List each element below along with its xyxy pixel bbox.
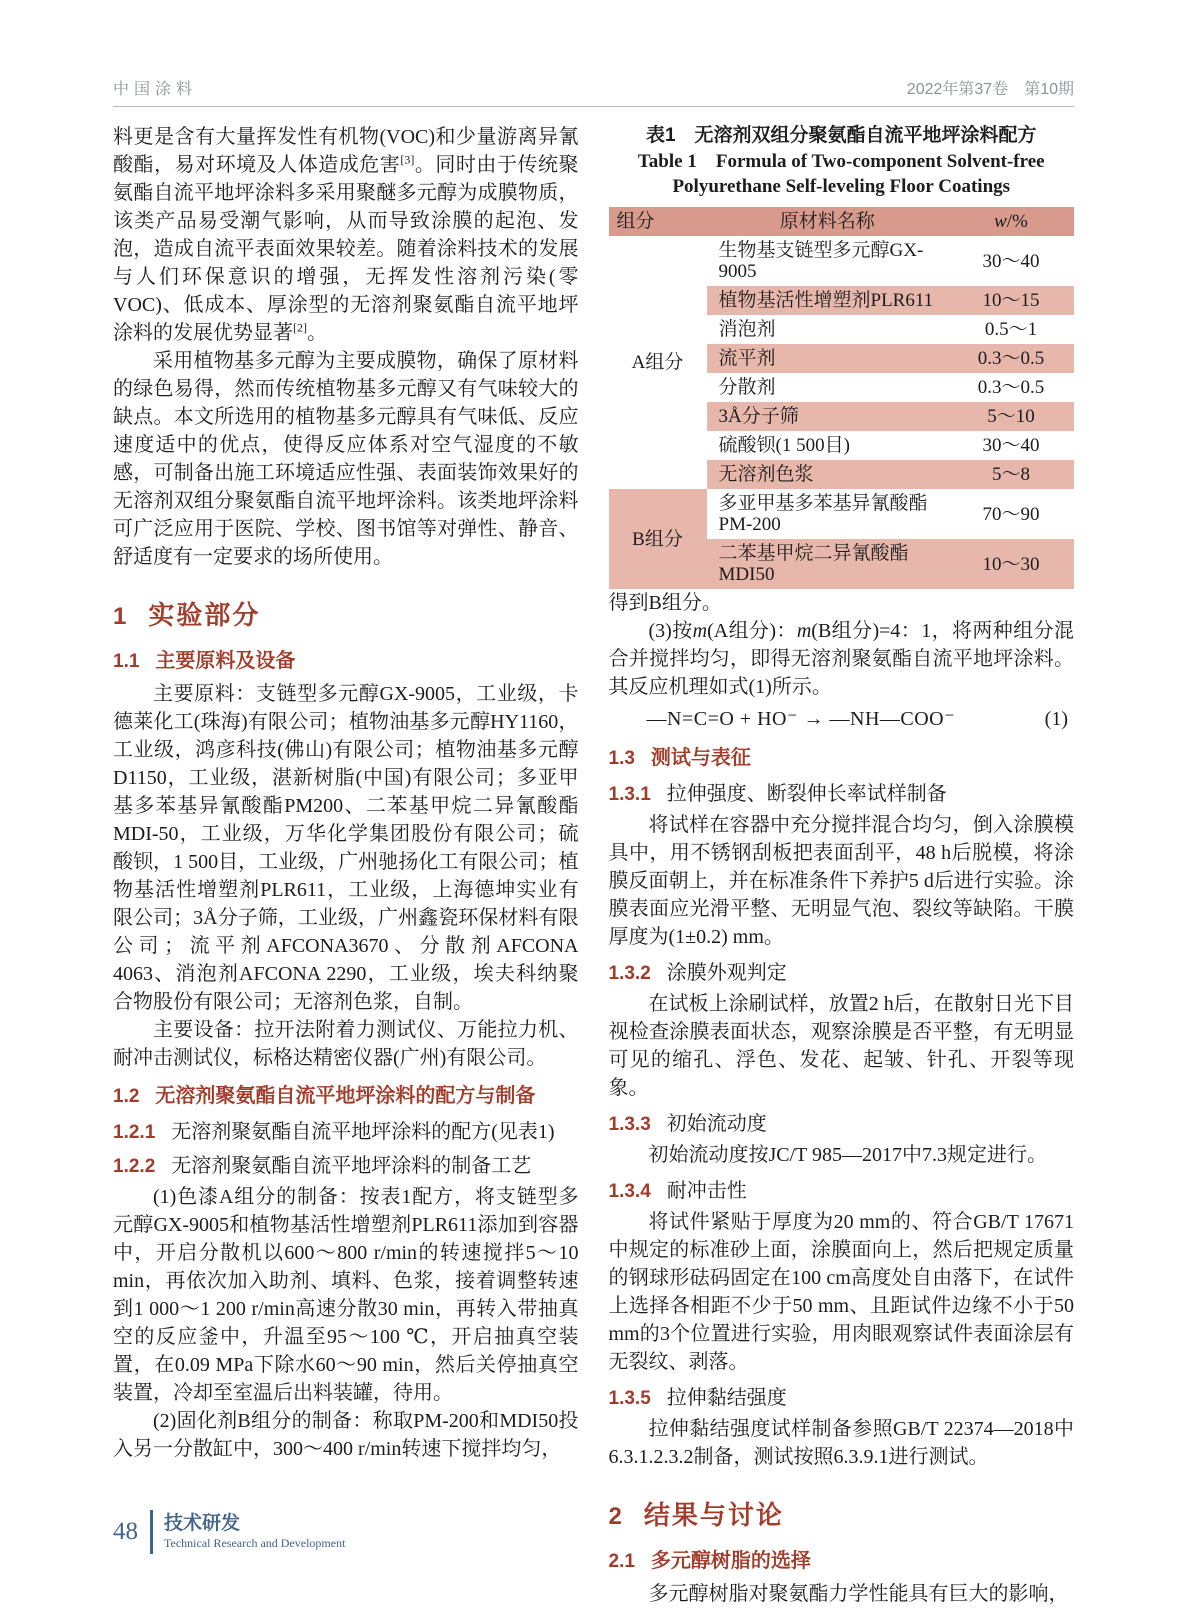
heading-number: 1.2.1 [113, 1122, 156, 1143]
material-cell: 流平剂 [707, 344, 949, 373]
body-paragraph-1-3-2: 在试板上涂刷试样，放置2 h后，在散射日光下目视检查涂膜表面状态，观察涂膜是否平整，有无明显可见的缩孔、浮色、发花、起皱、针孔、开裂等现象。 [608, 993, 1074, 1099]
table-title-cn: 表1 无溶剂双组分聚氨酯自流平地坪涂料配方 [645, 125, 1037, 146]
heading-number: 1.3.5 [608, 1388, 651, 1409]
section-heading-1 [113, 595, 579, 632]
subsection-heading-1-1 [113, 644, 579, 673]
material-cell: 分散剂 [718, 377, 776, 398]
left-column [113, 123, 579, 1608]
col-header-component: 组分 [609, 207, 707, 236]
subsection-heading-1-2-1 [113, 1115, 579, 1144]
material-cell: 多亚甲基多苯基异氰酸酯PM-200 [718, 493, 928, 535]
heading-number: 2 [608, 1503, 622, 1530]
mass-symbol: m [796, 620, 812, 642]
text-run: (3)按 [648, 620, 693, 642]
text-run: 料更是含有大量挥发性有机物(VOC)和少量游离异氰酸酯，易对环境及人体造成危害 [113, 126, 579, 176]
heading-number: 1.3 [608, 748, 635, 769]
two-column-layout [113, 123, 1074, 1608]
table-row [609, 236, 1075, 286]
material-cell: 植物基活性增塑剂PLR611 [707, 286, 949, 315]
table-row [609, 489, 1075, 539]
citation-2: [2] [293, 320, 307, 335]
heading-number: 1.2 [113, 1086, 140, 1107]
subsection-heading-1-3-3 [609, 1107, 1075, 1136]
text-run: 。同时由于传统聚氨酯自流平地坪涂料多采用聚醚多元醇为成膜物质，该类产品易受潮气影响，从而导致涂膜的起泡、发泡，造成自流平表面效果较差。随着涂料技术的发展与人们环保意识的增强，无挥发性溶剂污染(零VOC)、低成本、厚涂型的无溶剂聚氨酯自流平地坪涂料的发展优势显著 [113, 154, 579, 344]
body-paragraph-intro [113, 123, 579, 347]
heading-title: 实验部分 [148, 600, 261, 630]
equation-number: (1) [1044, 708, 1068, 730]
component-a-cell: A组分 [609, 236, 707, 489]
body-paragraph-1-3-4: 将试件紧贴于厚度为20 mm的、符合GB/T 17671中规定的标准砂上面，涂膜面向上，然后把规定质量的钢球形砝码固定在100 cm高度处自由落下，在试件上选择各相距不少于50 mm、且距试件边缘不小于50 mm的3个位置进行实验，用肉眼观察试件表面涂层有无裂纹、剥落。 [608, 1211, 1074, 1373]
body-paragraph-equipment: 主要设备：拉开法附着力测试仪、万能拉力机、耐冲击测试仪，标格达精密仪器(广州)有限公司。 [113, 1019, 579, 1069]
footer-section-en: Technical Research and Development [164, 1536, 346, 1550]
page-number: 48 [113, 1518, 138, 1545]
body-paragraph-1-3-3: 初始流动度按JC/T 985—2017中7.3规定进行。 [648, 1144, 1048, 1166]
body-paragraph-1-3-1: 将试样在容器中充分搅拌混合均匀，倒入涂膜模具中，用不锈钢刮板把表面刮平，48 h后脱模，将涂膜反面朝上，并在标准条件下养护5 d后进行实验。涂膜表面应光滑平整、无明显气泡、裂纹等缺陷。干膜厚度为(1±0.2) mm。 [608, 814, 1074, 948]
body-paragraph-step2: (2)固化剂B组分的制备：称取PM-200和MDI50投入另一分散缸中，300～400 r/min转速下搅拌均匀， [113, 1410, 579, 1460]
body-paragraph-materials: 主要原料：支链型多元醇GX-9005，工业级，卡德莱化工(珠海)有限公司；植物油基多元醇HY1160，工业级，鸿彦科技(佛山)有限公司；植物油基多元醇D1150，工业级，湛新树脂(中国)有限公司；多亚甲基多苯基异氰酸酯PM200、二苯基甲烷二异氰酸酯MDI-50，工业级，万华化学集团股份有限公司；硫酸钡，1 500目，工业级，广州驰扬化工有限公司；植物基活性增塑剂PLR611，工业级，上海德坤实业有限公司；3Å分子筛，工业级，广州鑫瓷环保材料有限公司；流平剂AFCONA3670、分散剂AFCONA 4063、消泡剂AFCONA 2290，工业级，埃夫科纳聚合物股份有限公司；无溶剂色浆，自制。 [113, 683, 579, 1013]
material-cell: 消泡剂 [718, 319, 776, 340]
percent-label: /% [1006, 211, 1028, 232]
page-header [113, 76, 1074, 107]
material-cell: 无溶剂色浆 [707, 460, 949, 489]
heading-title: 拉伸强度、断裂伸长率试样制备 [666, 783, 947, 805]
heading-title: 多元醇树脂的选择 [650, 1550, 811, 1572]
body-paragraph: 采用植物基多元醇为主要成膜物，确保了原材料的绿色易得，然而传统植物基多元醇又有气味较大的缺点。本文所选用的植物基多元醇具有气味低、反应速度适中的优点，使得反应体系对空气湿度的不敏感，可制备出施工环境适应性强、表面装饰效果好的无溶剂双组分聚氨酯自流平地坪涂料。该类地坪涂料可广泛应用于医院、学校、图书馆等对弹性、静音、舒适度有一定要求的场所使用。 [113, 350, 579, 568]
right-column [609, 123, 1075, 1608]
subsection-heading-2-1 [609, 1544, 1075, 1573]
heading-number: 1.1 [113, 651, 140, 672]
subsection-heading-1-3-5 [609, 1381, 1075, 1410]
material-cell: 生物基支链型多元醇GX-9005 [718, 240, 924, 282]
material-cell: 硫酸钡(1 500目) [718, 435, 850, 456]
heading-number: 1.3.3 [608, 1114, 651, 1135]
table-header-row [609, 207, 1075, 236]
weight-cell: 10～30 [948, 539, 1074, 589]
heading-title: 测试与表征 [650, 747, 751, 769]
heading-title: 涂膜外观判定 [666, 962, 787, 984]
heading-title: 耐冲击性 [666, 1180, 747, 1202]
reaction-equation [609, 704, 1075, 734]
weight-cell: 30～40 [982, 250, 1040, 272]
heading-title: 无溶剂聚氨酯自流平地坪涂料的配方(见表1) [171, 1121, 555, 1143]
heading-number: 1.2.2 [113, 1156, 156, 1177]
heading-title: 无溶剂聚氨酯自流平地坪涂料的制备工艺 [171, 1155, 532, 1177]
subsection-heading-1-3-1 [609, 777, 1075, 806]
subsection-heading-1-3 [609, 741, 1075, 770]
heading-title: 主要原料及设备 [155, 650, 296, 672]
issue-info: 2022年第37卷 第10期 [906, 81, 1074, 98]
heading-number: 1 [113, 603, 127, 630]
journal-title: 中国涂料 [113, 81, 198, 98]
text-run: (A组分)： [707, 620, 797, 642]
w-symbol: w [994, 211, 1007, 232]
weight-cell: 10～15 [948, 286, 1074, 315]
heading-title: 结果与讨论 [643, 1500, 784, 1530]
footer-section [164, 1513, 345, 1551]
weight-cell: 0.3～0.5 [948, 344, 1074, 373]
mass-symbol: m [692, 620, 708, 642]
weight-cell: 5～10 [948, 402, 1074, 431]
body-paragraph-continuation: 得到B组分。 [608, 592, 722, 614]
material-cell: 二苯基甲烷二异氰酸酯MDI50 [707, 539, 949, 589]
text-run: (B组分)=4：1，将两种组分混合并搅拌均匀，即得无溶剂聚氨酯自流平地坪涂料。其反应机理如式(1)所示。 [608, 620, 1074, 698]
weight-cell: 70～90 [982, 503, 1040, 525]
footer-divider [150, 1510, 153, 1554]
heading-number: 1.3.2 [608, 963, 651, 984]
subsection-heading-1-2-2 [113, 1149, 579, 1178]
col-header-material: 原材料名称 [707, 207, 949, 236]
equation-formula: —N=C=O + HO⁻ → —NH—COO⁻ [646, 708, 956, 730]
material-cell: 3Å分子筛 [707, 402, 949, 431]
heading-number: 1.3.1 [608, 784, 651, 805]
body-paragraph-1-3-5: 拉伸黏结强度试样制备参照GB/T 22374—2018中6.3.1.2.3.2制备，测试按照6.3.9.1进行测试。 [608, 1418, 1074, 1468]
weight-cell: 0.5～1 [984, 319, 1038, 340]
subsection-heading-1-3-4 [609, 1174, 1075, 1203]
weight-cell: 30～40 [982, 435, 1040, 456]
table-title-en-line2: Polyurethane Self-leveling Floor Coatings [672, 176, 1011, 197]
component-b-cell: B组分 [609, 489, 707, 589]
text-run: 。 [307, 322, 327, 344]
col-header-weight [948, 207, 1074, 236]
subsection-heading-1-2 [113, 1079, 579, 1108]
weight-cell: 0.3～0.5 [977, 377, 1045, 398]
section-heading-2 [609, 1495, 1075, 1532]
body-paragraph-2-1: 多元醇树脂对聚氨酯力学性能具有巨大的影响， [648, 1583, 1069, 1605]
footer-section-cn: 技术研发 [164, 1513, 241, 1534]
table-title-en-line1: Table 1 Formula of Two-component Solvent-free [637, 151, 1045, 172]
heading-title: 拉伸黏结强度 [666, 1387, 787, 1409]
body-paragraph-step1: (1)色漆A组分的制备：按表1配方，将支链型多元醇GX-9005和植物基活性增塑剂PLR611添加到容器中，开启分散机以600～800 r/min的转速搅拌5～10 min，再依次加入助剂、填料、色浆，接着调整转速到1 000～1 200 r/min高速分散30 min，再转入带抽真空的反应釜中，升温至95～100 ℃，开启抽真空装置，在0.09 MPa下除水60～90 min，然后关停抽真空装置，冷却至室温后出料装罐，待用。 [113, 1186, 579, 1404]
heading-title: 初始流动度 [666, 1113, 767, 1135]
heading-title: 无溶剂聚氨酯自流平地坪涂料的配方与制备 [155, 1085, 536, 1107]
table-title-en [609, 149, 1075, 199]
formula-table [609, 207, 1075, 589]
citation-3: [3] [400, 152, 415, 167]
heading-number: 1.3.4 [608, 1181, 651, 1202]
body-paragraph-mixing [609, 617, 1075, 701]
weight-cell: 5～8 [948, 460, 1074, 489]
subsection-heading-1-3-2 [609, 956, 1075, 985]
heading-number: 2.1 [608, 1551, 635, 1572]
page-footer [113, 1510, 345, 1554]
